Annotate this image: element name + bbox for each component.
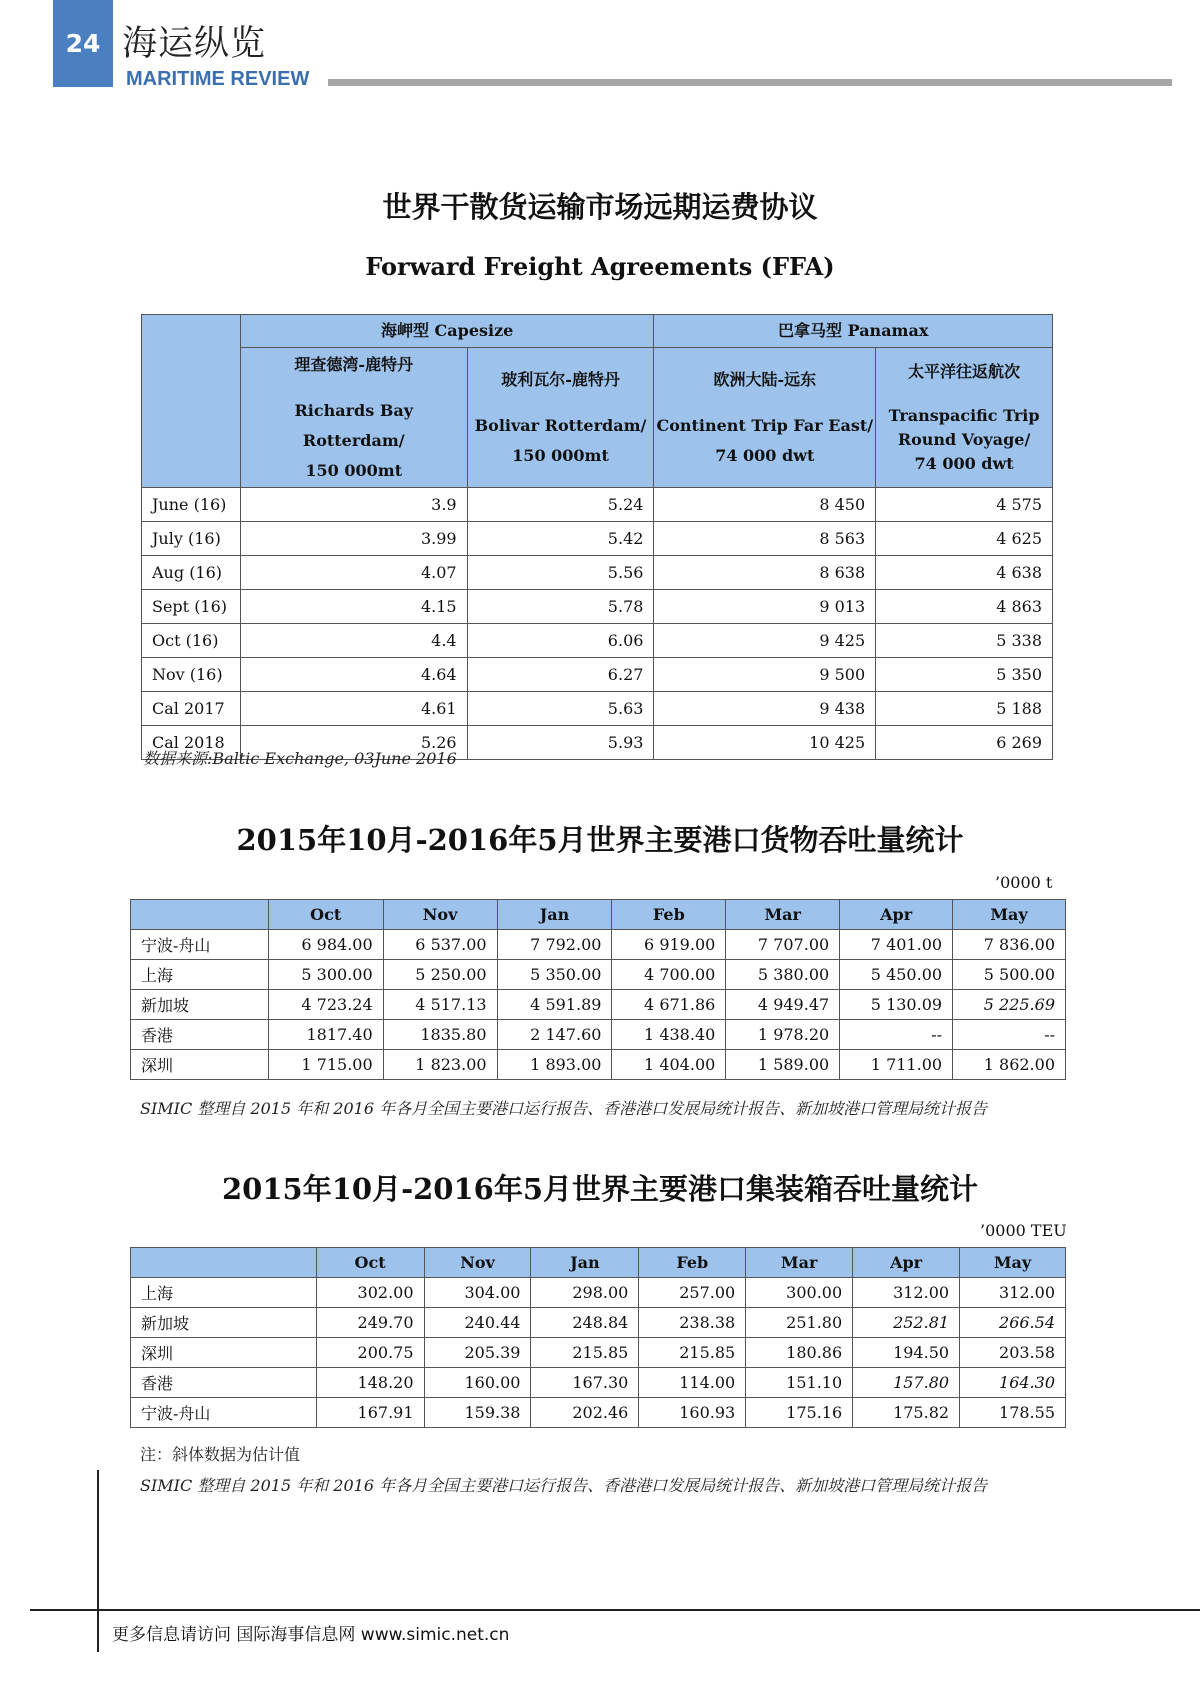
value-cell: 205.39 xyxy=(424,1338,531,1368)
cargo-title: 2015年10月-2016年5月世界主要港口货物吞吐量统计 xyxy=(236,823,964,857)
row-label: Oct (16) xyxy=(142,624,241,658)
value-cell: 4 575 xyxy=(876,488,1053,522)
table-row xyxy=(131,1020,1066,1050)
table-row xyxy=(131,1368,1066,1398)
value-cell: 6 919.00 xyxy=(612,930,726,960)
value-cell: 4 591.89 xyxy=(497,990,612,1020)
value-cell: 312.00 xyxy=(960,1278,1066,1308)
value-cell: 1835.80 xyxy=(383,1020,497,1050)
value-cell: 157.80 xyxy=(853,1368,960,1398)
value-cell: 300.00 xyxy=(746,1278,853,1308)
value-cell: 6.27 xyxy=(467,658,654,692)
value-cell: 4 949.47 xyxy=(726,990,840,1020)
value-cell: 4.15 xyxy=(240,590,467,624)
footer-text: 更多信息请访问 国际海事信息网 www.simic.net.cn xyxy=(112,1625,510,1645)
month-header: Oct xyxy=(316,1248,424,1278)
value-cell: 10 425 xyxy=(654,726,876,760)
value-cell: 180.86 xyxy=(746,1338,853,1368)
value-cell: 4 625 xyxy=(876,522,1053,556)
value-cell: 1 589.00 xyxy=(726,1050,840,1080)
value-cell: 251.80 xyxy=(746,1308,853,1338)
value-cell: 5 380.00 xyxy=(726,960,840,990)
month-header: May xyxy=(960,1248,1066,1278)
value-cell: 7 707.00 xyxy=(726,930,840,960)
ffa-col-header xyxy=(654,348,876,488)
value-cell: 1 862.00 xyxy=(953,1050,1066,1080)
value-cell: 5 450.00 xyxy=(840,960,953,990)
value-cell: 4.64 xyxy=(240,658,467,692)
table-row xyxy=(131,1308,1066,1338)
ffa-table-row xyxy=(142,624,1053,658)
value-cell: 1 404.00 xyxy=(612,1050,726,1080)
value-cell: 1 438.40 xyxy=(612,1020,726,1050)
value-cell: 238.38 xyxy=(639,1308,746,1338)
port-name: 宁波-舟山 xyxy=(131,1398,317,1428)
container-note: 注：斜体数据为估计值 xyxy=(140,1445,301,1464)
value-cell: -- xyxy=(840,1020,953,1050)
value-cell: 175.16 xyxy=(746,1398,853,1428)
value-cell: 175.82 xyxy=(853,1398,960,1428)
magazine-title-cn: 海运纵览 xyxy=(122,24,267,64)
value-cell: 5.63 xyxy=(467,692,654,726)
col-name-en: Continent Trip Far East/ xyxy=(656,415,874,435)
col-name-cn: 太平洋往返航次 xyxy=(908,361,1021,381)
value-cell: 252.81 xyxy=(853,1308,960,1338)
table-row xyxy=(131,1398,1066,1428)
row-label: June (16) xyxy=(142,488,241,522)
cargo-source-note: SIMIC 整理自 2015 年和 2016 年各月全国主要港口运行报告、香港港口发展局统计报告、新加坡港口管理局统计报告 xyxy=(140,1099,988,1118)
value-cell: 5 350.00 xyxy=(497,960,612,990)
value-cell: 167.91 xyxy=(316,1398,424,1428)
ffa-group-capesize: 海岬型 Capesize xyxy=(240,315,654,348)
value-cell: 7 401.00 xyxy=(840,930,953,960)
value-cell: 1817.40 xyxy=(268,1020,383,1050)
value-cell: 2 147.60 xyxy=(497,1020,612,1050)
value-cell: 8 563 xyxy=(654,522,876,556)
row-label: July (16) xyxy=(142,522,241,556)
value-cell: 9 013 xyxy=(654,590,876,624)
port-name: 上海 xyxy=(131,960,269,990)
value-cell: 4.4 xyxy=(240,624,467,658)
value-cell: 159.38 xyxy=(424,1398,531,1428)
ffa-table-row xyxy=(142,488,1053,522)
value-cell: 249.70 xyxy=(316,1308,424,1338)
ffa-col-header xyxy=(467,348,654,488)
value-cell: 4 863 xyxy=(876,590,1053,624)
month-header: Apr xyxy=(840,900,953,930)
ffa-corner-cell xyxy=(142,315,241,488)
value-cell: 5.56 xyxy=(467,556,654,590)
ffa-title-cn: 世界干散货运输市场远期运费协议 xyxy=(382,190,818,224)
ffa-table-row xyxy=(142,556,1053,590)
value-cell: 203.58 xyxy=(960,1338,1066,1368)
col-name-en: Bolivar Rotterdam/ xyxy=(474,415,647,435)
corner-cell xyxy=(131,900,269,930)
value-cell: 4 517.13 xyxy=(383,990,497,1020)
value-cell: 5 350 xyxy=(876,658,1053,692)
table-row xyxy=(131,990,1066,1020)
value-cell: 6 984.00 xyxy=(268,930,383,960)
port-name: 香港 xyxy=(131,1020,269,1050)
value-cell: 8 450 xyxy=(654,488,876,522)
value-cell: 5.24 xyxy=(467,488,654,522)
footer-horizontal-rule xyxy=(30,1609,1200,1611)
month-header: Feb xyxy=(612,900,726,930)
value-cell: 167.30 xyxy=(531,1368,639,1398)
value-cell: 164.30 xyxy=(960,1368,1066,1398)
col-name-cn: 玻利瓦尔-鹿特丹 xyxy=(501,369,620,389)
value-cell: 1 978.20 xyxy=(726,1020,840,1050)
row-label: Nov (16) xyxy=(142,658,241,692)
month-header: Mar xyxy=(726,900,840,930)
container-source-note: SIMIC 整理自 2015 年和 2016 年各月全国主要港口运行报告、香港港口发展局统计报告、新加坡港口管理局统计报告 xyxy=(140,1476,988,1495)
table-row xyxy=(131,930,1066,960)
ffa-table-row xyxy=(142,590,1053,624)
month-header: May xyxy=(953,900,1066,930)
container-unit: ’0000 TEU xyxy=(980,1221,1067,1240)
value-cell: 7 836.00 xyxy=(953,930,1066,960)
ffa-table-row xyxy=(142,692,1053,726)
value-cell: 215.85 xyxy=(639,1338,746,1368)
row-label: Cal 2018 xyxy=(142,726,241,760)
month-header: Jan xyxy=(531,1248,639,1278)
container-table xyxy=(130,1247,1066,1428)
value-cell: 9 500 xyxy=(654,658,876,692)
ffa-table-row xyxy=(142,658,1053,692)
value-cell: 5 188 xyxy=(876,692,1053,726)
value-cell: 5 225.69 xyxy=(953,990,1066,1020)
magazine-title-en: MARITIME REVIEW xyxy=(126,68,310,90)
value-cell: 4 723.24 xyxy=(268,990,383,1020)
month-header: Apr xyxy=(853,1248,960,1278)
month-header: Mar xyxy=(746,1248,853,1278)
value-cell: 4.07 xyxy=(240,556,467,590)
value-cell: 1 715.00 xyxy=(268,1050,383,1080)
value-cell: 312.00 xyxy=(853,1278,960,1308)
port-name: 新加坡 xyxy=(131,990,269,1020)
port-name: 宁波-舟山 xyxy=(131,930,269,960)
col-size: 150 000mt xyxy=(305,460,403,480)
value-cell: 1 823.00 xyxy=(383,1050,497,1080)
value-cell: 194.50 xyxy=(853,1338,960,1368)
col-name-en: Richards Bay Rotterdam/ xyxy=(294,400,413,450)
footer-vertical-rule xyxy=(97,1470,99,1652)
cargo-unit: ’0000 t xyxy=(995,873,1053,892)
month-header: Nov xyxy=(383,900,497,930)
ffa-table xyxy=(141,314,1053,760)
value-cell: 114.00 xyxy=(639,1368,746,1398)
col-name-cn: 欧洲大陆-远东 xyxy=(713,369,817,389)
corner-cell xyxy=(131,1248,317,1278)
ffa-group-panamax: 巴拿马型 Panamax xyxy=(654,315,1053,348)
value-cell: 257.00 xyxy=(639,1278,746,1308)
value-cell: 5.78 xyxy=(467,590,654,624)
value-cell: -- xyxy=(953,1020,1066,1050)
table-row xyxy=(131,1050,1066,1080)
ffa-table-row xyxy=(142,522,1053,556)
container-title: 2015年10月-2016年5月世界主要港口集装箱吞吐量统计 xyxy=(222,1172,978,1206)
month-header: Oct xyxy=(268,900,383,930)
month-header: Feb xyxy=(639,1248,746,1278)
port-name: 深圳 xyxy=(131,1050,269,1080)
value-cell: 302.00 xyxy=(316,1278,424,1308)
value-cell: 1 711.00 xyxy=(840,1050,953,1080)
value-cell: 266.54 xyxy=(960,1308,1066,1338)
value-cell: 9 425 xyxy=(654,624,876,658)
month-header: Nov xyxy=(424,1248,531,1278)
port-name: 香港 xyxy=(131,1368,317,1398)
port-name: 新加坡 xyxy=(131,1308,317,1338)
value-cell: 7 792.00 xyxy=(497,930,612,960)
value-cell: 5 300.00 xyxy=(268,960,383,990)
value-cell: 9 438 xyxy=(654,692,876,726)
value-cell: 1 893.00 xyxy=(497,1050,612,1080)
value-cell: 4 700.00 xyxy=(612,960,726,990)
value-cell: 5.42 xyxy=(467,522,654,556)
value-cell: 4.61 xyxy=(240,692,467,726)
value-cell: 6.06 xyxy=(467,624,654,658)
row-label: Cal 2017 xyxy=(142,692,241,726)
row-label: Sept (16) xyxy=(142,590,241,624)
value-cell: 304.00 xyxy=(424,1278,531,1308)
value-cell: 5 338 xyxy=(876,624,1053,658)
row-label: Aug (16) xyxy=(142,556,241,590)
table-row xyxy=(131,1278,1066,1308)
value-cell: 298.00 xyxy=(531,1278,639,1308)
value-cell: 202.46 xyxy=(531,1398,639,1428)
port-name: 深圳 xyxy=(131,1338,317,1368)
value-cell: 8 638 xyxy=(654,556,876,590)
value-cell: 215.85 xyxy=(531,1338,639,1368)
col-size: 150 000mt xyxy=(512,445,609,465)
ffa-source-note: 数据来源:Baltic Exchange, 03June 2016 xyxy=(143,749,457,768)
value-cell: 151.10 xyxy=(746,1368,853,1398)
value-cell: 160.93 xyxy=(639,1398,746,1428)
ffa-col-header xyxy=(876,348,1053,488)
month-header: Jan xyxy=(497,900,612,930)
value-cell: 3.99 xyxy=(240,522,467,556)
value-cell: 5 130.09 xyxy=(840,990,953,1020)
value-cell: 148.20 xyxy=(316,1368,424,1398)
cargo-table xyxy=(130,899,1066,1080)
port-name: 上海 xyxy=(131,1278,317,1308)
value-cell: 248.84 xyxy=(531,1308,639,1338)
ffa-title-en: Forward Freight Agreements (FFA) xyxy=(365,252,835,281)
value-cell: 5.93 xyxy=(467,726,654,760)
value-cell: 3.9 xyxy=(240,488,467,522)
value-cell: 5 500.00 xyxy=(953,960,1066,990)
ffa-col-header xyxy=(240,348,467,488)
table-row xyxy=(131,960,1066,990)
header-divider xyxy=(328,79,1172,86)
value-cell: 4 671.86 xyxy=(612,990,726,1020)
col-name-cn: 理查德湾-鹿特丹 xyxy=(294,354,414,374)
value-cell: 6 269 xyxy=(876,726,1053,760)
value-cell: 6 537.00 xyxy=(383,930,497,960)
col-name-en-2: Round Voyage/ xyxy=(897,429,1031,449)
value-cell: 240.44 xyxy=(424,1308,531,1338)
value-cell: 5.26 xyxy=(240,726,467,760)
value-cell: 160.00 xyxy=(424,1368,531,1398)
value-cell: 4 638 xyxy=(876,556,1053,590)
value-cell: 5 250.00 xyxy=(383,960,497,990)
table-row xyxy=(131,1338,1066,1368)
col-size: 74 000 dwt xyxy=(715,445,815,465)
value-cell: 200.75 xyxy=(316,1338,424,1368)
col-name-en: Transpacific Trip xyxy=(888,405,1040,425)
page-number: 24 xyxy=(53,0,113,87)
col-size: 74 000 dwt xyxy=(914,453,1014,473)
value-cell: 178.55 xyxy=(960,1398,1066,1428)
